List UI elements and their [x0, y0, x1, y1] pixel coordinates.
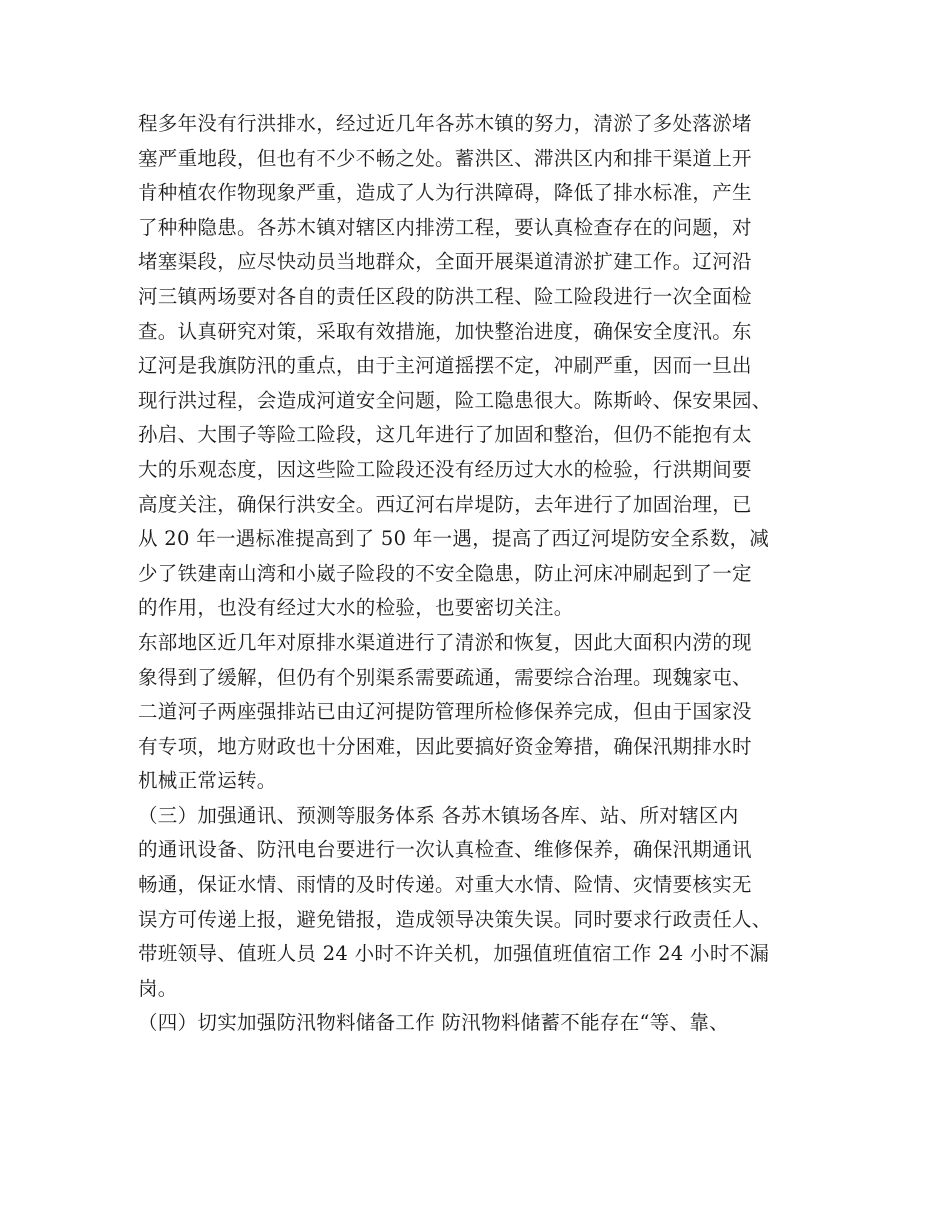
- document-body: [138, 107, 818, 1041]
- text-line: 现行洪过程，会造成河道安全问题，险工隐患很大。陈斯岭、保安果园、: [138, 388, 772, 412]
- text-line: 机械正常运转。: [138, 769, 277, 793]
- text-line: 少了铁建南山湾和小崴子险段的不安全隐患，防止河床冲刷起到了一定: [138, 561, 752, 585]
- text-line: 带班领导、值班人员 24 小时不许关机，加强值班值宿工作 24 小时不漏: [138, 942, 770, 966]
- text-line: 程多年没有行洪排水，经过近几年各苏木镇的努力，清淤了多处落淤堵: [138, 112, 752, 135]
- text-line: 大的乐观态度，因这些险工险段还没有经历过大水的检验，行洪期间要: [138, 457, 752, 481]
- text-line: 畅通，保证水情、雨情的及时传递。对重大水情、险情、灾情要核实无: [138, 873, 752, 897]
- text-line: 的作用，也没有经过大水的检验，也要密切关注。: [138, 596, 574, 620]
- text-line: （三）加强通讯、预测等服务体系 各苏木镇场各库、站、所对辖区内: [138, 803, 739, 827]
- text-line: 从 20 年一遇标准提高到了 50 年一遇，提高了西辽河堤防安全系数，减: [138, 527, 770, 551]
- text-line: 东部地区近几年对原排水渠道进行了清淤和恢复，因此大面积内涝的现: [138, 630, 752, 654]
- text-line: 高度关注，确保行洪安全。西辽河右岸堤防，去年进行了加固治理，已: [138, 492, 752, 516]
- text-line: 的通讯设备、防汛电台要进行一次认真检查、维修保养，确保汛期通讯: [138, 838, 752, 862]
- text-line: 了种种隐患。各苏木镇对辖区内排涝工程，要认真检查存在的问题，对: [138, 215, 752, 239]
- text-line: 象得到了缓解，但仍有个别渠系需要疏通，需要综合治理。现魏家屯、: [138, 665, 752, 689]
- text-line: 辽河是我旗防汛的重点，由于主河道摇摆不定，冲刷严重，因而一旦出: [138, 354, 752, 378]
- text-line: 误方可传递上报，避免错报，造成领导决策失误。同时要求行政责任人、: [138, 907, 772, 931]
- text-line: 塞严重地段，但也有不少不畅之处。蓄洪区、滞洪区内和排干渠道上开: [138, 146, 752, 170]
- text-line: 有专项，地方财政也十分困难，因此要搞好资金筹措，确保汛期排水时: [138, 734, 752, 758]
- text-line: 查。认真研究对策，采取有效措施，加快整治进度，确保安全度汛。东: [138, 319, 752, 343]
- text-line: 岗。: [138, 976, 178, 1000]
- text-line: 河三镇两场要对各自的责任区段的防洪工程、险工险段进行一次全面检: [138, 284, 752, 308]
- text-line: （四）切实加强防汛物料储备工作 防汛物料储蓄不能存在“等、靠、: [138, 1011, 729, 1035]
- text-line: 孙启、大围子等险工险段，这几年进行了加固和整治，但仍不能抱有太: [138, 423, 752, 447]
- text-line: 肯种植农作物现象严重，造成了人为行洪障碍，降低了排水标准，产生: [138, 181, 752, 205]
- text-line: 堵塞渠段，应尽快动员当地群众，全面开展渠道清淤扩建工作。辽河沿: [138, 250, 752, 274]
- text-line: 二道河子两座强排站已由辽河提防管理所检修保养完成，但由于国家没: [138, 700, 752, 724]
